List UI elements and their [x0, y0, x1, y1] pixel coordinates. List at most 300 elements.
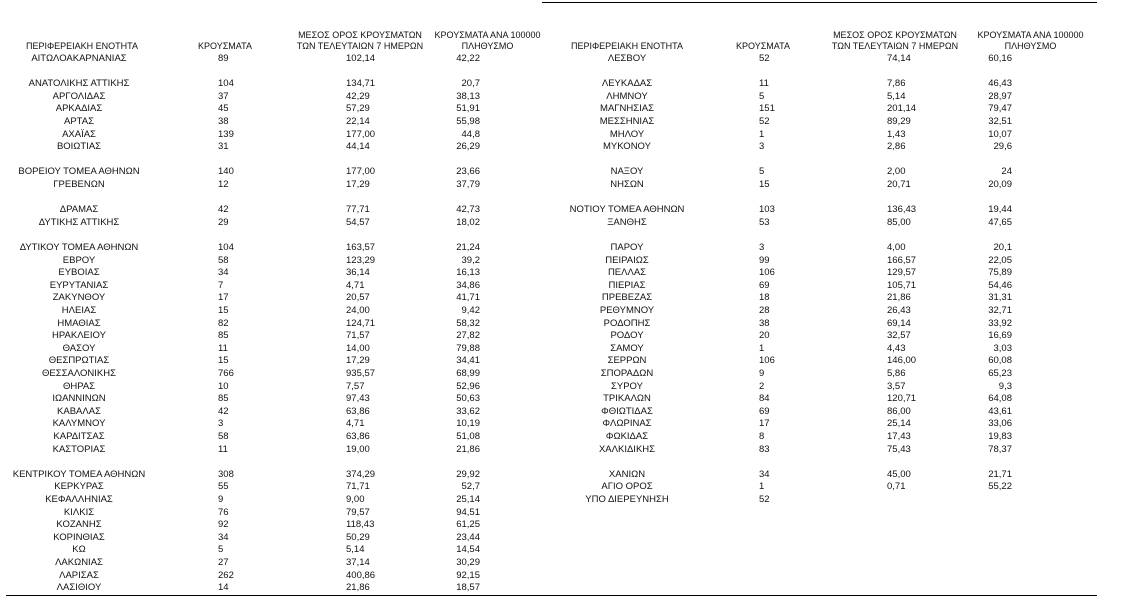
top-rule [542, 2, 1097, 3]
per100k-value: 55,98 [456, 116, 480, 127]
region-name: ΕΥΡΥΤΑΝΙΑΣ [49, 279, 109, 291]
cases-value: 8 [759, 431, 765, 442]
cases-value: 5 [759, 166, 765, 178]
cases-value: 7 [218, 279, 224, 291]
region-name: ΚΕΡΚΥΡΑΣ [54, 481, 104, 493]
region-name: ΡΕΘΥΜΝΟΥ [599, 305, 655, 316]
avg7-value: 79,57 [346, 506, 370, 518]
table-row [0, 544, 1121, 556]
region-name: ΘΑΣΟΥ [62, 342, 96, 354]
region-name: ΠΡΕΒΕΖΑΣ [601, 292, 653, 304]
region-name: ΠΑΡΟΥ [610, 242, 644, 253]
region-name: ΛΑΣΙΘΙΟΥ [56, 582, 102, 594]
region-name: ΚΟΖΑΝΗΣ [56, 519, 102, 531]
avg7-value: 20,57 [346, 292, 370, 304]
cases-value: 69 [759, 279, 770, 291]
per100k-value: 29,92 [456, 468, 480, 480]
table-row [0, 103, 1121, 115]
cases-value: 11 [218, 443, 228, 455]
avg7-value: 20,71 [887, 179, 911, 190]
cases-value: 76 [218, 506, 229, 518]
per100k-value: 64,08 [988, 393, 1012, 405]
table-row [0, 406, 1121, 418]
avg7-value: 74,14 [887, 53, 911, 64]
per100k-value: 18,02 [456, 216, 480, 228]
region-name: ΦΩΚΙΔΑΣ [605, 431, 649, 442]
region-name: ΚΑΡΔΙΤΣΑΣ [53, 431, 105, 442]
avg7-value: 44,14 [346, 141, 370, 153]
cases-value: 99 [759, 254, 770, 266]
per100k-value: 52,7 [461, 481, 480, 493]
avg7-value: 102,14 [346, 53, 376, 64]
cases-value: 85 [218, 330, 229, 342]
cases-value: 140 [218, 166, 234, 178]
cases-value: 3 [218, 418, 224, 430]
region-name: ΓΡΕΒΕΝΩΝ [53, 179, 105, 190]
table-row [0, 582, 1121, 594]
region-name: ΞΑΝΘΗΣ [607, 216, 647, 228]
region-name: ΦΛΩΡΙΝΑΣ [602, 418, 652, 430]
per100k-value: 21,86 [456, 443, 480, 455]
avg7-value: 75,43 [887, 443, 911, 455]
region-name: ΒΟΙΩΤΙΑΣ [56, 141, 102, 153]
cases-value: 52 [759, 494, 770, 505]
cases-value: 34 [759, 468, 770, 480]
header-per100k-left: ΚΡΟΥΣΜΑΤΑ ΑΝΑ 100000 ΠΛΗΘΥΣΜΟ [434, 30, 541, 51]
avg7-value: 17,29 [346, 355, 370, 367]
avg7-value: 85,00 [887, 216, 911, 228]
region-name: ΔΥΤΙΚΟΥ ΤΟΜΕΑ ΑΘΗΝΩΝ [19, 242, 139, 253]
cases-value: 58 [218, 431, 229, 442]
avg7-value: 201,14 [887, 103, 917, 115]
per100k-value: 24 [1001, 166, 1012, 178]
cases-value: 29 [218, 216, 229, 228]
cases-value: 15 [218, 355, 229, 367]
region-name: ΛΕΥΚΑΔΑΣ [601, 78, 653, 90]
per100k-value: 33,06 [988, 418, 1012, 430]
table-row [0, 393, 1121, 405]
region-name: ΗΡΑΚΛΕΙΟΥ [52, 330, 106, 342]
per100k-value: 10,19 [456, 418, 480, 430]
avg7-value: 21,86 [887, 292, 911, 304]
avg7-value: 77,71 [346, 204, 370, 216]
cases-value: 766 [218, 368, 234, 379]
avg7-value: 5,86 [887, 368, 906, 379]
per100k-value: 16,69 [988, 330, 1012, 342]
cases-value: 14 [218, 582, 229, 594]
per100k-value: 51,91 [456, 103, 480, 115]
header-cases-left: ΚΡΟΥΣΜΑΤΑ [198, 41, 252, 51]
avg7-value: 32,57 [887, 330, 911, 342]
avg7-value: 177,00 [346, 166, 376, 178]
per100k-value: 31,31 [988, 292, 1012, 304]
table-row [0, 305, 1121, 317]
table-row [0, 431, 1121, 443]
cases-value: 18 [759, 292, 770, 304]
avg7-value: 134,71 [346, 78, 376, 90]
per100k-value: 9,3 [998, 380, 1012, 392]
region-name: ΔΥΤΙΚΗΣ ΑΤΤΙΚΗΣ [38, 216, 120, 228]
table-row [0, 204, 1121, 216]
region-name: ΠΕΙΡΑΙΩΣ [605, 254, 649, 266]
region-name: ΔΡΑΜΑΣ [59, 204, 99, 216]
avg7-value: 22,14 [346, 116, 370, 127]
avg7-value: 69,14 [887, 317, 911, 329]
avg7-value: 86,00 [887, 405, 911, 417]
per100k-value: 42,22 [456, 53, 480, 64]
cases-value: 308 [218, 468, 234, 480]
table-row [0, 141, 1121, 153]
table-row [0, 469, 1121, 481]
cases-value: 28 [759, 305, 770, 316]
avg7-value: 71,57 [346, 330, 370, 342]
region-name: ΚΑΣΤΟΡΙΑΣ [52, 443, 106, 455]
cases-value: 45 [218, 103, 229, 115]
per100k-value: 32,71 [988, 305, 1012, 316]
per100k-value: 44,8 [461, 128, 480, 140]
avg7-value: 45,00 [887, 468, 911, 480]
cases-value: 104 [218, 78, 234, 90]
avg7-value: 17,29 [346, 179, 370, 190]
region-name: ΥΠΟ ΔΙΕΡΕΥΝΗΣΗ [585, 494, 669, 505]
cases-value: 17 [218, 292, 229, 304]
avg7-value: 105,71 [887, 279, 917, 291]
avg7-value: 4,71 [346, 418, 365, 430]
region-name: ΚΕΦΑΛΛΗΝΙΑΣ [45, 494, 113, 505]
cases-value: 104 [218, 242, 234, 253]
per100k-value: 47,65 [988, 216, 1012, 228]
cases-value: 34 [218, 267, 229, 279]
per100k-value: 18,57 [456, 582, 480, 594]
region-name: ΘΗΡΑΣ [62, 380, 96, 392]
avg7-value: 1,43 [887, 128, 906, 140]
per100k-value: 37,79 [456, 179, 480, 190]
header-region-right: ΠΕΡΙΦΕΡΕΙΑΚΗ ΕΝΟΤΗΤΑ [570, 41, 684, 51]
cases-value: 5 [759, 90, 765, 102]
table-row [0, 330, 1121, 342]
avg7-value: 19,00 [346, 443, 370, 455]
per100k-value: 23,44 [456, 531, 480, 543]
cases-value: 15 [218, 305, 229, 316]
cases-value: 58 [218, 254, 229, 266]
per100k-value: 92,15 [456, 569, 480, 581]
avg7-value: 3,57 [887, 380, 906, 392]
cases-value: 2 [759, 380, 765, 392]
avg7-value: 57,29 [346, 103, 370, 115]
avg7-value: 54,57 [346, 216, 370, 228]
per100k-value: 50,63 [456, 393, 480, 405]
region-name: ΜΥΚΟΝΟΥ [603, 141, 651, 153]
cases-value: 3 [759, 242, 765, 253]
region-name: ΝΟΤΙΟΥ ΤΟΜΕΑ ΑΘΗΝΩΝ [569, 204, 685, 216]
cases-value: 106 [759, 355, 775, 367]
region-name: ΗΜΑΘΙΑΣ [57, 317, 101, 329]
header-avg7-left: ΜΕΣΟΣ ΟΡΟΣ ΚΡΟΥΣΜΑΤΩΝ ΤΩΝ ΤΕΛΕΥΤΑΙΩΝ 7 ΗΜΕΡΩΝ [296, 30, 424, 51]
region-name: ΣΑΜΟΥ [610, 342, 644, 354]
table-row [0, 557, 1121, 569]
cases-value: 139 [218, 128, 234, 140]
cases-value: 38 [759, 317, 770, 329]
region-name: ΧΑΝΙΩΝ [608, 468, 646, 480]
avg7-value: 21,86 [346, 582, 370, 594]
per100k-value: 22,05 [988, 254, 1012, 266]
header-per100k-right: ΚΡΟΥΣΜΑΤΑ ΑΝΑ 100000 ΠΛΗΘΥΣΜΟ [977, 30, 1084, 51]
region-name: ΖΑΚΥΝΘΟΥ [52, 292, 106, 304]
avg7-value: 63,86 [346, 405, 370, 417]
table-row [0, 355, 1121, 367]
region-name: ΘΕΣΣΑΛΟΝΙΚΗΣ [42, 368, 116, 379]
avg7-value: 0,71 [887, 481, 906, 493]
avg7-value: 7,86 [887, 78, 906, 90]
table-row [0, 166, 1121, 178]
cases-value: 52 [759, 116, 770, 127]
cases-value: 11 [218, 342, 228, 354]
avg7-value: 146,00 [887, 355, 917, 367]
avg7-value: 36,14 [346, 267, 370, 279]
cases-value: 106 [759, 267, 775, 279]
per100k-value: 9,42 [461, 305, 480, 316]
cases-value: 20 [759, 330, 770, 342]
avg7-value: 4,43 [887, 342, 906, 354]
avg7-value: 2,00 [887, 166, 906, 178]
region-name: ΑΡΚΑΔΙΑΣ [55, 103, 103, 115]
avg7-value: 120,71 [887, 393, 917, 405]
cases-value: 83 [759, 443, 770, 455]
per100k-value: 16,13 [456, 267, 480, 279]
region-name: ΛΕΣΒΟΥ [607, 53, 647, 64]
avg7-value: 163,57 [346, 242, 376, 253]
region-name: ΠΙΕΡΙΑΣ [608, 279, 646, 291]
table-row [0, 91, 1121, 103]
cases-value: 42 [218, 405, 229, 417]
table-row [0, 343, 1121, 355]
per100k-value: 78,37 [988, 443, 1012, 455]
per100k-value: 79,88 [456, 342, 480, 354]
cases-value: 10 [218, 380, 229, 392]
cases-value: 82 [218, 317, 229, 329]
region-name: ΣΕΡΡΩΝ [607, 355, 647, 367]
per100k-value: 14,54 [456, 544, 480, 556]
region-name: ΧΑΛΚΙΔΙΚΗΣ [598, 443, 656, 455]
cases-value: 9 [218, 494, 224, 505]
avg7-value: 14,00 [346, 342, 370, 354]
table-row [0, 418, 1121, 430]
avg7-value: 37,14 [346, 557, 370, 568]
cases-value: 85 [218, 393, 229, 405]
region-name: ΑΡΓΟΛΙΔΑΣ [52, 90, 106, 102]
region-name: ΚΟΡΙΝΘΙΑΣ [53, 531, 105, 543]
per100k-value: 25,14 [456, 494, 480, 505]
region-name: ΑΓΙΟ ΟΡΟΣ [601, 481, 653, 493]
table-row [0, 179, 1121, 191]
per100k-value: 65,23 [988, 368, 1012, 379]
avg7-value: 89,29 [887, 116, 911, 127]
avg7-value: 7,57 [346, 380, 365, 392]
region-name: ΙΩΑΝΝΙΝΩΝ [52, 393, 106, 405]
per100k-value: 23,66 [456, 166, 480, 178]
region-name: ΝΗΣΩΝ [610, 179, 644, 190]
region-name: ΑΧΑΪΑΣ [62, 128, 96, 140]
table-row [0, 129, 1121, 141]
per100k-value: 52,96 [456, 380, 480, 392]
header-avg7-right: ΜΕΣΟΣ ΟΡΟΣ ΚΡΟΥΣΜΑΤΩΝ ΤΩΝ ΤΕΛΕΥΤΑΙΩΝ 7 ΗΜΕΡΩΝ [831, 30, 959, 51]
avg7-value: 24,00 [346, 305, 370, 316]
region-name: ΑΝΑΤΟΛΙΚΗΣ ΑΤΤΙΚΗΣ [28, 78, 130, 90]
per100k-value: 79,47 [988, 103, 1012, 115]
cases-value: 34 [218, 531, 229, 543]
region-name: ΣΥΡΟΥ [611, 380, 643, 392]
avg7-value: 2,86 [887, 141, 906, 153]
table-row [0, 481, 1121, 493]
cases-value: 1 [759, 128, 765, 140]
per100k-value: 61,25 [456, 519, 480, 531]
region-name: ΛΑΚΩΝΙΑΣ [55, 557, 103, 568]
table-row [0, 78, 1121, 90]
avg7-value: 63,86 [346, 431, 370, 442]
cases-value: 31 [218, 141, 229, 153]
avg7-value: 5,14 [887, 90, 906, 102]
per100k-value: 33,92 [988, 317, 1012, 329]
avg7-value: 50,29 [346, 531, 370, 543]
cases-value: 103 [759, 204, 775, 216]
avg7-value: 123,29 [346, 254, 376, 266]
table-row [0, 217, 1121, 229]
region-name: ΛΗΜΝΟΥ [606, 90, 648, 102]
bottom-rule [6, 595, 1097, 596]
avg7-value: 136,43 [887, 204, 917, 216]
cases-value: 53 [759, 216, 770, 228]
per100k-value: 32,51 [988, 116, 1012, 127]
avg7-value: 177,00 [346, 128, 376, 140]
avg7-value: 5,14 [346, 544, 365, 556]
cases-value: 11 [759, 78, 769, 90]
table-row [0, 444, 1121, 456]
per100k-value: 19,44 [988, 204, 1012, 216]
table-row [0, 53, 1121, 65]
per100k-value: 21,24 [456, 242, 480, 253]
avg7-value: 129,57 [887, 267, 917, 279]
per100k-value: 60,16 [988, 53, 1012, 64]
per100k-value: 19,83 [988, 431, 1012, 442]
region-name: ΘΕΣΠΡΩΤΙΑΣ [48, 355, 110, 367]
cases-value: 42 [218, 204, 229, 216]
per100k-value: 46,43 [988, 78, 1012, 90]
avg7-value: 374,29 [346, 468, 376, 480]
per100k-value: 28,97 [988, 90, 1012, 102]
cases-value: 262 [218, 569, 234, 581]
region-name: ΤΡΙΚΑΛΩΝ [603, 393, 651, 405]
per100k-value: 20,09 [988, 179, 1012, 190]
region-name: ΚΑΒΑΛΑΣ [57, 405, 101, 417]
cases-value: 38 [218, 116, 229, 127]
table-row [0, 368, 1121, 380]
avg7-value: 4,71 [346, 279, 365, 291]
table-row [0, 318, 1121, 330]
region-name: ΦΘΙΩΤΙΔΑΣ [601, 405, 653, 417]
avg7-value: 71,71 [346, 481, 370, 493]
avg7-value: 25,14 [887, 418, 911, 430]
region-name: ΚΑΛΥΜΝΟΥ [52, 418, 106, 430]
region-name: ΑΙΤΩΛΟΑΚΑΡΝΑΝΙΑΣ [31, 53, 127, 64]
table-row [0, 381, 1121, 393]
per100k-value: 20,7 [461, 78, 480, 90]
per100k-value: 39,2 [461, 254, 480, 266]
table-row [0, 494, 1121, 506]
cases-value: 9 [759, 368, 765, 379]
table-row [0, 242, 1121, 254]
avg7-value: 400,86 [346, 569, 376, 581]
cases-value: 5 [218, 544, 224, 556]
table-row [0, 116, 1121, 128]
avg7-value: 26,43 [887, 305, 911, 316]
avg7-value: 17,43 [887, 431, 911, 442]
per100k-value: 54,46 [988, 279, 1012, 291]
table-row [0, 532, 1121, 544]
cases-value: 3 [759, 141, 765, 153]
region-name: ΜΑΓΝΗΣΙΑΣ [600, 103, 654, 115]
per100k-value: 21,71 [988, 468, 1012, 480]
avg7-value: 4,00 [887, 242, 906, 253]
region-name: ΑΡΤΑΣ [64, 116, 94, 127]
cases-value: 55 [218, 481, 229, 493]
per100k-value: 34,41 [456, 355, 480, 367]
cases-value: 89 [218, 53, 229, 64]
per100k-value: 58,32 [456, 317, 480, 329]
region-name: ΣΠΟΡΑΔΩΝ [600, 368, 654, 379]
region-name: ΠΕΛΛΑΣ [607, 267, 647, 279]
per100k-value: 3,03 [993, 342, 1012, 354]
cases-value: 52 [759, 53, 770, 64]
per100k-value: 29,6 [993, 141, 1012, 153]
region-name: ΕΒΡΟΥ [62, 254, 96, 266]
per100k-value: 60,08 [988, 355, 1012, 367]
per100k-value: 75,89 [988, 267, 1012, 279]
per100k-value: 94,51 [456, 506, 480, 518]
header-region-left: ΠΕΡΙΦΕΡΕΙΑΚΗ ΕΝΟΤΗΤΑ [25, 41, 139, 51]
cases-value: 1 [759, 481, 765, 493]
table-row [0, 570, 1121, 582]
region-name: ΒΟΡΕΙΟΥ ΤΟΜΕΑ ΑΘΗΝΩΝ [18, 166, 140, 178]
cases-value: 84 [759, 393, 770, 405]
cases-value: 151 [759, 103, 775, 115]
region-name: ΚΙΛΚΙΣ [63, 506, 95, 518]
per100k-value: 38,13 [456, 90, 480, 102]
per100k-value: 55,22 [988, 481, 1012, 493]
region-name: ΜΗΛΟΥ [609, 128, 645, 140]
per100k-value: 41,71 [456, 292, 480, 304]
region-name: ΚΩ [72, 544, 86, 556]
table-row [0, 280, 1121, 292]
cases-value: 27 [218, 557, 229, 568]
region-name: ΝΑΞΟΥ [610, 166, 644, 178]
per100k-value: 42,73 [456, 204, 480, 216]
table-row [0, 267, 1121, 279]
per100k-value: 26,29 [456, 141, 480, 153]
header-cases-right: ΚΡΟΥΣΜΑΤΑ [736, 41, 790, 51]
per100k-value: 20,1 [993, 242, 1012, 253]
avg7-value: 124,71 [346, 317, 376, 329]
table-row [0, 292, 1121, 304]
cases-value: 37 [218, 90, 229, 102]
cases-value: 17 [759, 418, 770, 430]
table-row [0, 507, 1121, 519]
per100k-value: 33,62 [456, 405, 480, 417]
cases-value: 15 [759, 179, 770, 190]
per100k-value: 10,07 [988, 128, 1012, 140]
per100k-value: 27,82 [456, 330, 480, 342]
avg7-value: 118,43 [346, 519, 375, 531]
region-name: ΡΟΔΟΠΗΣ [603, 317, 651, 329]
